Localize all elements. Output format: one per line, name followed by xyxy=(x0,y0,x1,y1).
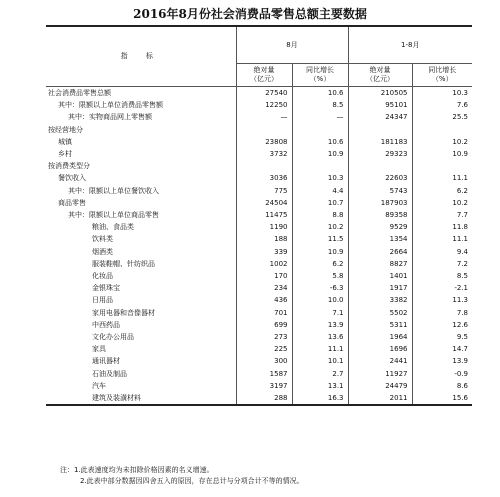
month-value-cell xyxy=(236,160,292,172)
row-label: 建筑及装潢材料 xyxy=(46,392,236,405)
ytd-growth-cell: 7.8 xyxy=(412,307,472,319)
ytd-growth-cell: 11.1 xyxy=(412,233,472,245)
ytd-growth-cell: 9.5 xyxy=(412,331,472,343)
month-growth-header xyxy=(292,64,348,87)
row-label: 商品零售 xyxy=(58,198,86,207)
ytd-value-cell: 89358 xyxy=(348,209,412,221)
month-value-header xyxy=(236,64,292,87)
month-value-cell: 1002 xyxy=(236,258,292,270)
row-label: 其中：限额以上单位消费品零售额 xyxy=(58,101,163,110)
ytd-value-cell xyxy=(348,124,412,136)
row-label: 服装鞋帽、针纺织品 xyxy=(92,259,155,268)
table-row xyxy=(46,148,472,160)
ytd-growth-cell: 11.1 xyxy=(412,172,472,184)
ytd-growth-cell xyxy=(412,124,472,136)
row-label: 其中：实物商品网上零售额 xyxy=(68,113,152,122)
month-value-cell: — xyxy=(236,111,292,123)
ytd-header: 1-8月 xyxy=(348,26,472,64)
table-row xyxy=(46,87,472,100)
ytd-value-cell: 24479 xyxy=(348,380,412,392)
row-label: 汽车 xyxy=(92,381,106,390)
ytd-value-cell xyxy=(348,160,412,172)
month-growth-cell: 11.1 xyxy=(292,343,348,355)
month-value-cell: 288 xyxy=(236,392,292,405)
ytd-growth-cell: -2.1 xyxy=(412,282,472,294)
table-row xyxy=(46,172,472,184)
month-growth-cell: — xyxy=(292,111,348,123)
ytd-value-cell: 24347 xyxy=(348,111,412,123)
table-header xyxy=(46,26,472,87)
table-row xyxy=(46,307,472,319)
month-growth-cell: 10.9 xyxy=(292,246,348,258)
ytd-value-cell: 3382 xyxy=(348,294,412,306)
month-value-cell xyxy=(236,124,292,136)
row-label: 金银珠宝 xyxy=(92,284,120,293)
table-row xyxy=(46,294,472,306)
table-row xyxy=(46,99,472,111)
row-label: 其中：限额以上单位餐饮收入 xyxy=(68,186,159,195)
ytd-growth-cell: 9.4 xyxy=(412,246,472,258)
ytd-growth-cell: 14.7 xyxy=(412,343,472,355)
table-row xyxy=(46,392,472,405)
month-growth-cell: 10.1 xyxy=(292,355,348,367)
data-table xyxy=(46,25,472,406)
ytd-value-cell: 181183 xyxy=(348,136,412,148)
table-row xyxy=(46,270,472,282)
month-growth-cell: 2.7 xyxy=(292,368,348,380)
ytd-value-cell: 22603 xyxy=(348,172,412,184)
month-growth-header-text: 同比增长 （%） xyxy=(306,66,334,83)
month-value-cell: 436 xyxy=(236,294,292,306)
table-row xyxy=(46,185,472,197)
ytd-value-cell: 187903 xyxy=(348,197,412,209)
ytd-growth-cell: -0.9 xyxy=(412,368,472,380)
row-label: 家用电器和音像器材 xyxy=(92,308,155,317)
month-growth-cell xyxy=(292,160,348,172)
row-label: 日用品 xyxy=(92,296,113,305)
month-value-cell: 1190 xyxy=(236,221,292,233)
ytd-growth-cell: 12.6 xyxy=(412,319,472,331)
table-row xyxy=(46,331,472,343)
month-value-cell: 3197 xyxy=(236,380,292,392)
ytd-value-cell: 1917 xyxy=(348,282,412,294)
footnotes xyxy=(60,465,304,487)
month-value-cell: 775 xyxy=(236,185,292,197)
month-growth-cell: -6.3 xyxy=(292,282,348,294)
month-growth-cell: 8.5 xyxy=(292,99,348,111)
month-growth-cell: 10.3 xyxy=(292,172,348,184)
table-row xyxy=(46,246,472,258)
ytd-value-cell: 2011 xyxy=(348,392,412,405)
ytd-value-cell: 5743 xyxy=(348,185,412,197)
month-growth-cell xyxy=(292,124,348,136)
month-value-cell: 23808 xyxy=(236,136,292,148)
month-value-cell: 339 xyxy=(236,246,292,258)
month-value-cell: 27540 xyxy=(236,87,292,100)
month-value-cell: 24504 xyxy=(236,197,292,209)
ytd-value-cell: 11927 xyxy=(348,368,412,380)
month-growth-cell: 11.5 xyxy=(292,233,348,245)
ytd-value-header-text: 绝对量 （亿元） xyxy=(366,66,394,83)
ytd-value-cell: 95101 xyxy=(348,99,412,111)
month-value-cell: 170 xyxy=(236,270,292,282)
ytd-growth-cell: 7.6 xyxy=(412,99,472,111)
month-value-cell: 3036 xyxy=(236,172,292,184)
row-label: 餐饮收入 xyxy=(58,174,86,183)
ytd-value-cell: 8827 xyxy=(348,258,412,270)
page-title: 2016年8月份社会消费品零售总额主要数据 xyxy=(133,7,367,21)
row-label: 按经营地分 xyxy=(48,125,83,134)
row-label: 文化办公用品 xyxy=(92,333,134,342)
month-value-cell: 273 xyxy=(236,331,292,343)
table-row xyxy=(46,124,472,136)
ytd-growth-cell: 10.2 xyxy=(412,197,472,209)
ytd-growth-cell: 10.9 xyxy=(412,148,472,160)
table-row xyxy=(46,209,472,221)
month-growth-cell: 6.2 xyxy=(292,258,348,270)
footnote: 2.此表中部分数据因四舍五入的原因，存在总计与分项合计不等的情况。 xyxy=(80,477,304,485)
ytd-value-cell: 1401 xyxy=(348,270,412,282)
month-growth-cell: 10.9 xyxy=(292,148,348,160)
ytd-growth-cell: 6.2 xyxy=(412,185,472,197)
row-label: 烟酒类 xyxy=(92,247,113,256)
row-label: 家具 xyxy=(92,345,106,354)
row-label: 中西药品 xyxy=(92,320,120,329)
table-row xyxy=(46,197,472,209)
ytd-growth-cell: 10.2 xyxy=(412,136,472,148)
month-growth-cell: 10.6 xyxy=(292,136,348,148)
ytd-value-cell: 5311 xyxy=(348,319,412,331)
table-row xyxy=(46,380,472,392)
month-header: 8月 xyxy=(236,26,348,64)
month-growth-cell: 13.9 xyxy=(292,319,348,331)
month-value-cell: 234 xyxy=(236,282,292,294)
ytd-value-cell: 210505 xyxy=(348,87,412,100)
table-row xyxy=(46,221,472,233)
month-value-cell: 11475 xyxy=(236,209,292,221)
month-value-cell: 699 xyxy=(236,319,292,331)
table-row xyxy=(46,319,472,331)
month-value-cell: 12250 xyxy=(236,99,292,111)
ytd-value-header xyxy=(348,64,412,87)
month-growth-cell: 7.1 xyxy=(292,307,348,319)
row-label: 乡村 xyxy=(58,150,72,159)
ytd-growth-cell: 11.8 xyxy=(412,221,472,233)
table-row xyxy=(46,355,472,367)
row-label: 按消费类型分 xyxy=(48,162,90,171)
row-label: 通讯器材 xyxy=(92,357,120,366)
ytd-value-cell: 1696 xyxy=(348,343,412,355)
ytd-growth-cell: 15.6 xyxy=(412,392,472,405)
row-label: 石油及制品 xyxy=(92,369,127,378)
ytd-value-cell: 1964 xyxy=(348,331,412,343)
month-growth-cell: 13.6 xyxy=(292,331,348,343)
ytd-growth-cell: 10.3 xyxy=(412,87,472,100)
ytd-value-cell: 2441 xyxy=(348,355,412,367)
ytd-growth-cell: 13.9 xyxy=(412,355,472,367)
row-label: 粮油、食品类 xyxy=(92,223,134,232)
ytd-growth-cell xyxy=(412,160,472,172)
table-row xyxy=(46,368,472,380)
row-label: 社会消费品零售总额 xyxy=(48,89,111,97)
ytd-value-cell: 2664 xyxy=(348,246,412,258)
month-value-header-text: 绝对量 （亿元） xyxy=(250,66,278,83)
ytd-value-cell: 29323 xyxy=(348,148,412,160)
row-label: 其中：限额以上单位商品零售 xyxy=(68,211,159,220)
month-growth-cell: 10.2 xyxy=(292,221,348,233)
ytd-value-cell: 5502 xyxy=(348,307,412,319)
ytd-value-cell: 9529 xyxy=(348,221,412,233)
month-value-cell: 1587 xyxy=(236,368,292,380)
table-row xyxy=(46,160,472,172)
ytd-growth-cell: 7.2 xyxy=(412,258,472,270)
month-growth-cell: 10.7 xyxy=(292,197,348,209)
month-growth-cell: 13.1 xyxy=(292,380,348,392)
ytd-growth-cell: 11.3 xyxy=(412,294,472,306)
month-value-cell: 225 xyxy=(236,343,292,355)
table-row xyxy=(46,282,472,294)
row-label: 化妆品 xyxy=(92,272,113,281)
ytd-growth-cell: 8.6 xyxy=(412,380,472,392)
table-body xyxy=(46,87,472,406)
ytd-growth-cell: 25.5 xyxy=(412,111,472,123)
retail-sales-table xyxy=(46,25,472,406)
table-row xyxy=(46,233,472,245)
month-growth-cell: 10.6 xyxy=(292,87,348,100)
month-value-cell: 300 xyxy=(236,355,292,367)
row-label: 饮料类 xyxy=(92,235,113,244)
month-growth-cell: 10.0 xyxy=(292,294,348,306)
table-row xyxy=(46,136,472,148)
month-growth-cell: 4.4 xyxy=(292,185,348,197)
footnote: 注：1.此表速度均为未扣除价格因素的名义增速。 xyxy=(60,466,214,474)
ytd-growth-header xyxy=(412,64,472,87)
table-row xyxy=(46,111,472,123)
month-value-cell: 701 xyxy=(236,307,292,319)
table-row xyxy=(46,343,472,355)
month-growth-cell: 8.8 xyxy=(292,209,348,221)
row-label: 城镇 xyxy=(58,137,72,146)
month-value-cell: 3732 xyxy=(236,148,292,160)
ytd-growth-cell: 8.5 xyxy=(412,270,472,282)
month-value-cell: 188 xyxy=(236,233,292,245)
table-row xyxy=(46,258,472,270)
month-growth-cell: 5.8 xyxy=(292,270,348,282)
month-growth-cell: 16.3 xyxy=(292,392,348,405)
ytd-growth-header-text: 同比增长 （%） xyxy=(428,66,457,83)
ytd-growth-cell: 7.7 xyxy=(412,209,472,221)
ytd-value-cell: 1354 xyxy=(348,233,412,245)
indicator-header: 指 标 xyxy=(46,26,236,87)
